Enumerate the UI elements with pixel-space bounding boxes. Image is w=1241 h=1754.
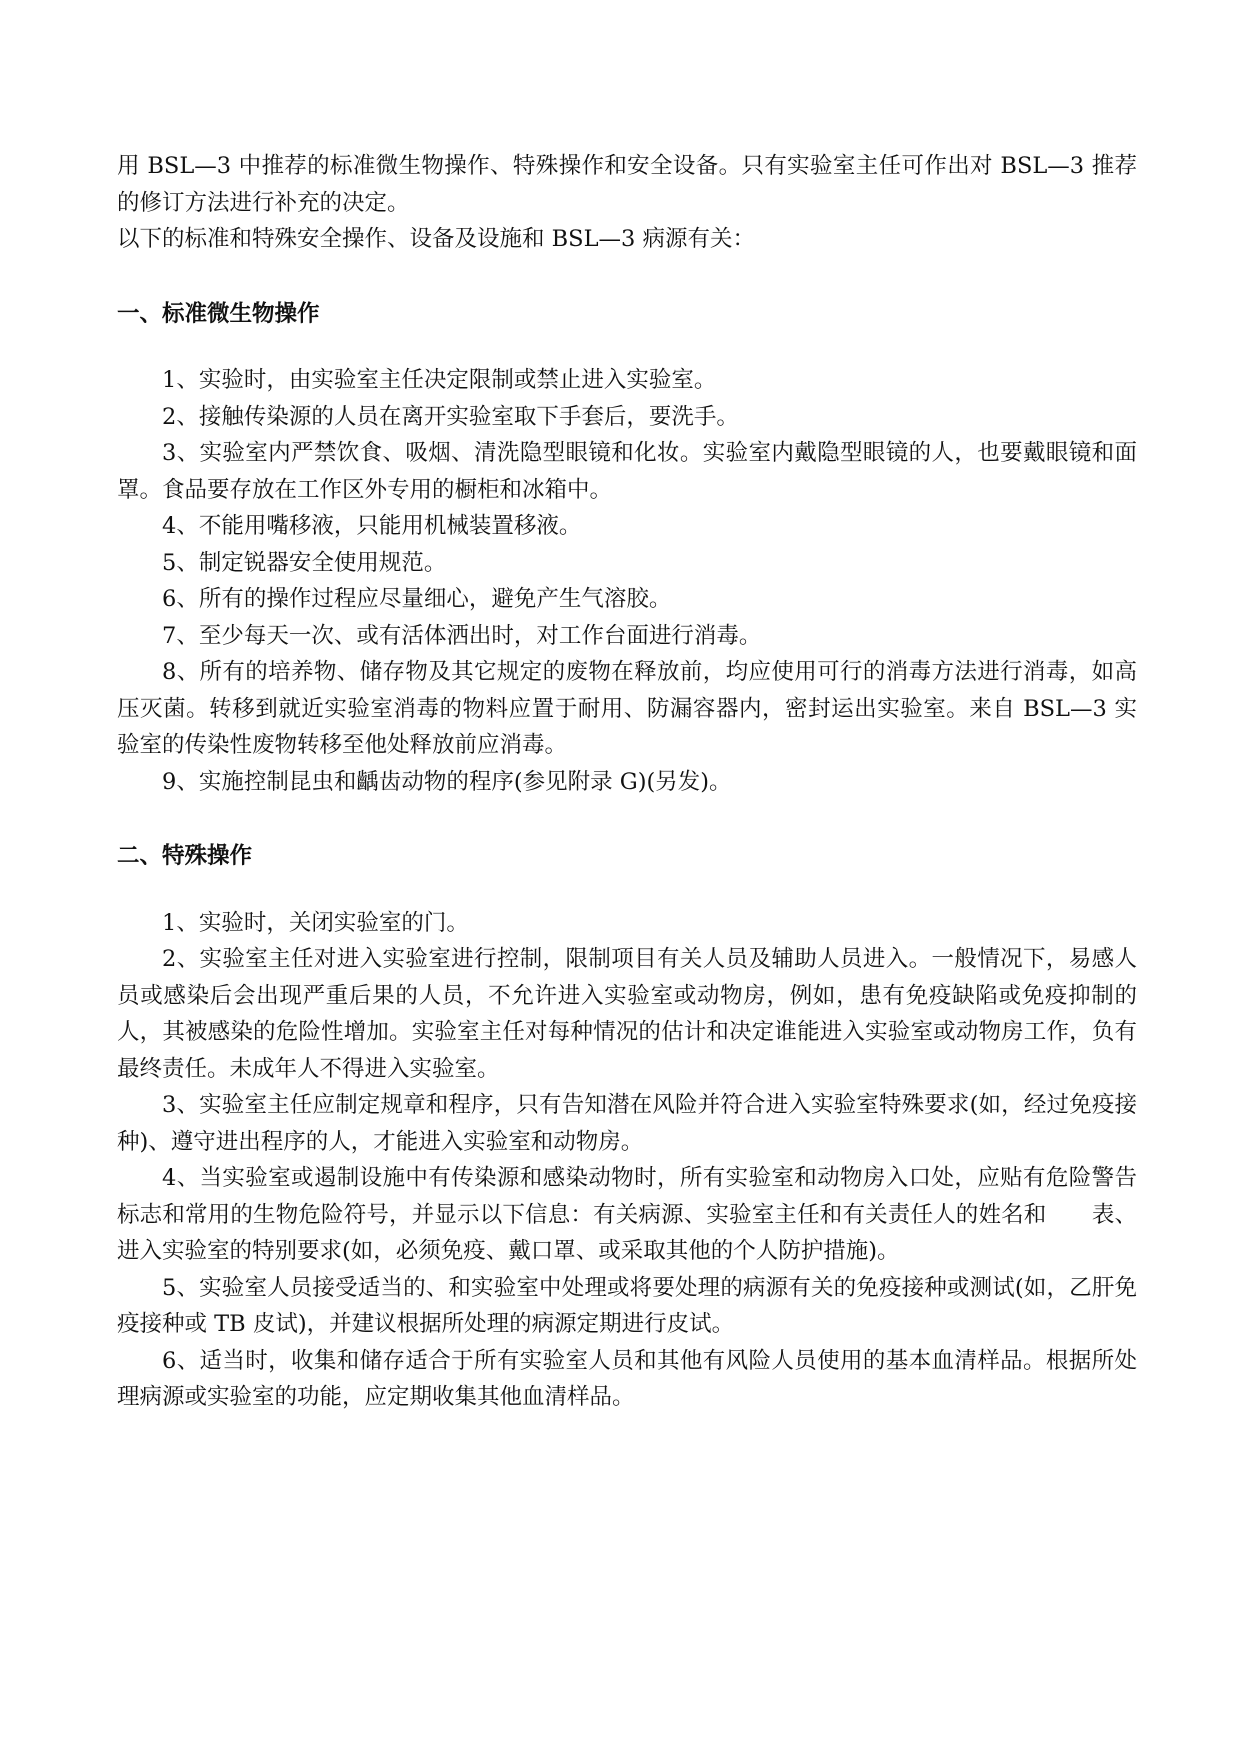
- section-1-item-8: 8、所有的培养物、储存物及其它规定的废物在释放前，均应使用可行的消毒方法进行消毒，如高压灭菌。转移到就近实验室消毒的物料应置于耐用、防漏容器内，密封运出实验室。来自 BSL—3 实验室的传染性废物转移至他处释放前应消毒。: [117, 659, 1137, 758]
- spacer: [117, 800, 1137, 838]
- section-2-item-2: 2、实验室主任对进入实验室进行控制，限制项目有关人员及辅助人员进入。一般情况下，易感人员或感染后会出现严重后果的人员，不允许进入实验室或动物房，例如，患有免疫缺陷或免疫抑制的人，其被感染的危险性增加。实验室主任对每种情况的估计和决定谁能进入实验室或动物房工作，负有最终责任。未成年人不得进入实验室。: [117, 946, 1137, 1082]
- section-2-title: 二、特殊操作: [117, 843, 253, 869]
- section-2-item-5: 5、实验室人员接受适当的、和实验室中处理或将要处理的病源有关的免疫接种或测试(如，乙肝免疫接种或 TB 皮试)，并建议根据所处理的病源定期进行皮试。: [117, 1274, 1137, 1337]
- section-1-item-6: 6、所有的操作过程应尽量细心，避免产生气溶胶。: [162, 586, 672, 612]
- section-1-item-1: 1、实验时，由实验室主任决定限制或禁止进入实验室。: [162, 367, 717, 393]
- intro-paragraph-1: 用 BSL—3 中推荐的标准微生物操作、特殊操作和安全设备。只有实验室主任可作出对 BSL—3 推荐的修订方法进行补充的决定。: [117, 153, 1137, 216]
- section-1-item-9: 9、实施控制昆虫和齲齿动物的程序(参见附录 G)(另发)。: [162, 768, 732, 795]
- section-1-item-2: 2、接触传染源的人员在离开实验室取下手套后，要洗手。: [162, 403, 739, 430]
- section-1-item-7: 7、至少每天一次、或有活体洒出时，对工作台面进行消毒。: [162, 622, 762, 649]
- spacer: [117, 875, 1137, 905]
- section-1-item-3: 3、实验室内严禁饮食、吸烟、清洗隐型眼镜和化妆。实验室内戴隐型眼镜的人，也要戴眼镜和面罩。食品要存放在工作区外专用的橱柜和冰箱中。: [117, 440, 1137, 503]
- spacer: [117, 332, 1137, 362]
- section-2-item-6: 6、适当时，收集和储存适合于所有实验室人员和其他有风险人员使用的基本血清样品。根据所处理病源或实验室的功能，应定期收集其他血清样品。: [117, 1347, 1137, 1410]
- section-2-item-4: 4、当实验室或遏制设施中有传染源和感染动物时，所有实验室和动物房入口处，应贴有危险警告标志和常用的生物危险符号，并显示以下信息：有关病源、实验室主任和有关责任人的姓名和 表、进入实验室的特别要求(如，必须免疫、戴口罩、或采取其他的个人防护措施)。: [117, 1165, 1137, 1264]
- spacer: [117, 258, 1137, 296]
- section-2-item-3: 3、实验室主任应制定规章和程序，只有告知潜在风险并符合进入实验室特殊要求(如，经过免疫接种)、遵守进出程序的人，才能进入实验室和动物房。: [117, 1092, 1137, 1155]
- section-1-item-5: 5、制定锐器安全使用规范。: [162, 549, 447, 576]
- section-1-item-4: 4、不能用嘴移液，只能用机械装置移液。: [162, 513, 582, 539]
- section-1-title: 一、标准微生物操作: [117, 300, 320, 327]
- document-page: [117, 148, 1137, 1416]
- section-2-item-1: 1、实验时，关闭实验室的门。: [162, 909, 469, 936]
- intro-paragraph-2: 以下的标准和特殊安全操作、设备及设施和 BSL—3 病源有关：: [117, 226, 756, 252]
